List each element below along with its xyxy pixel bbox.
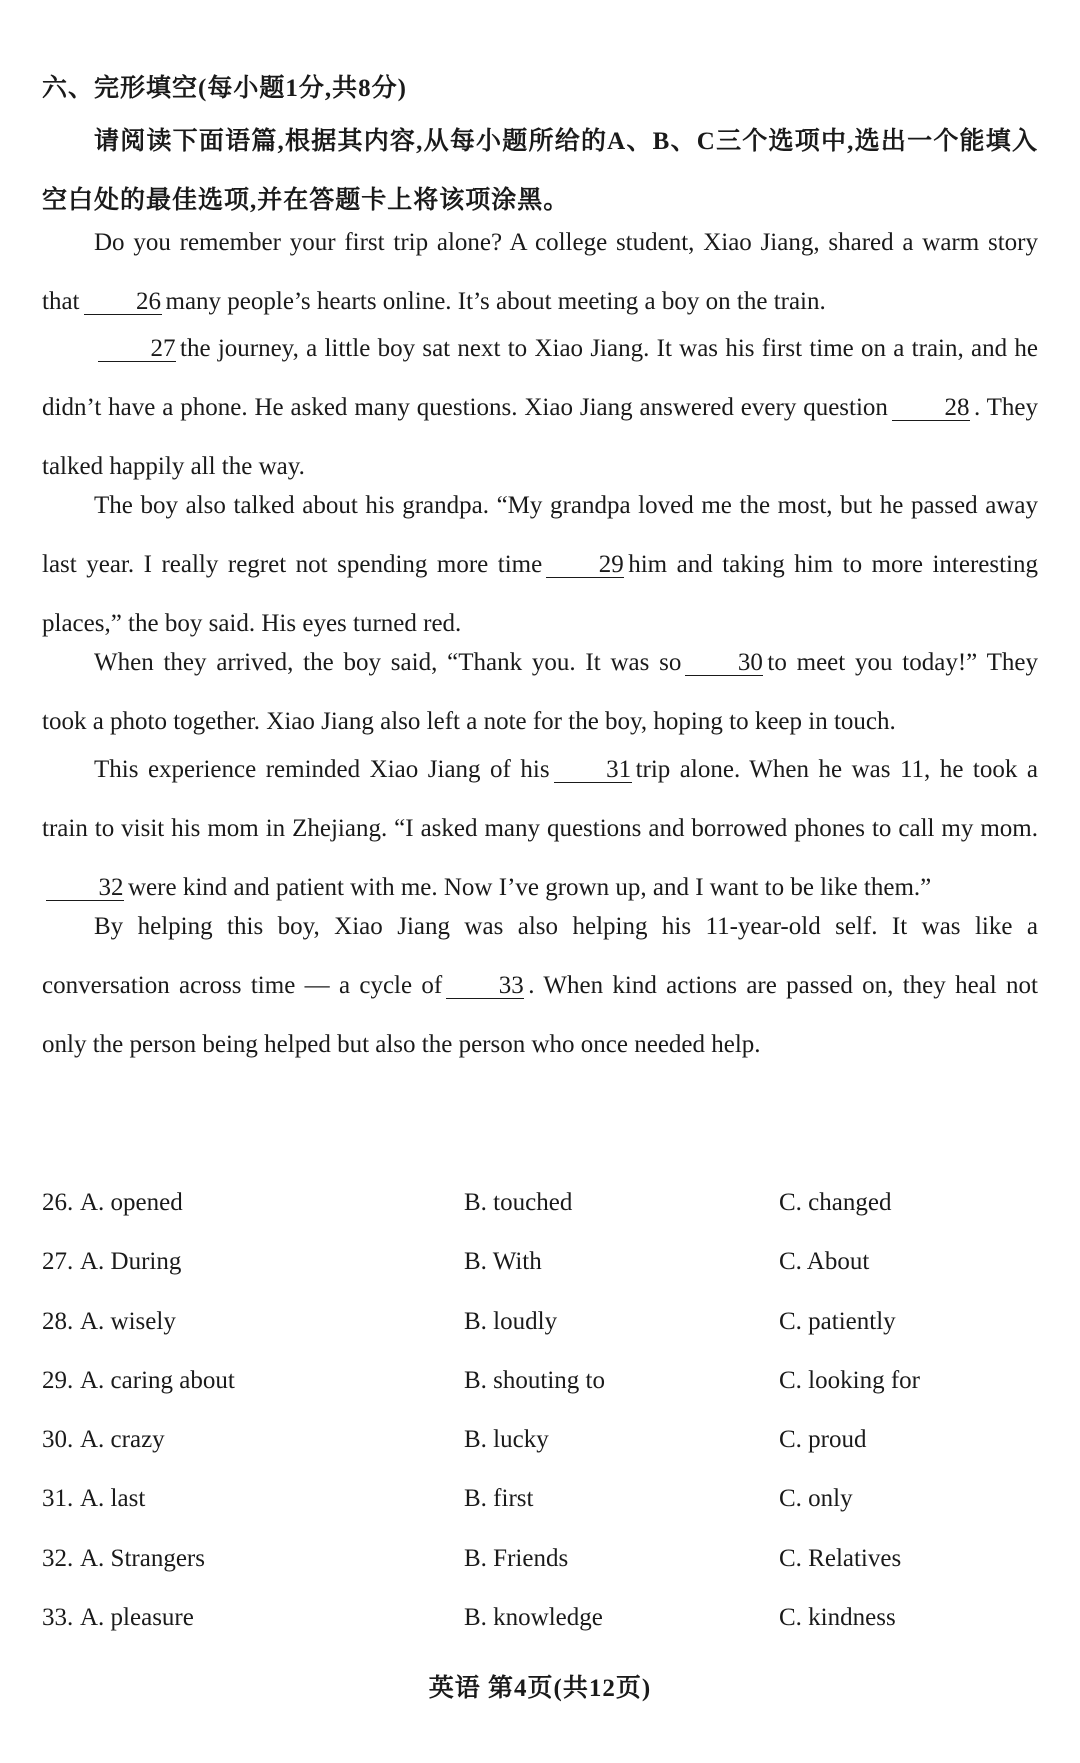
blank-31: 31 — [554, 758, 632, 783]
option-c: C. only — [779, 1485, 853, 1513]
text: trip alone. When he was 11, he took a train to visit his mom in Zhejiang. “I asked many questions and borrowed phones to call my mom. — [42, 756, 1038, 842]
option-a: A. caring about — [80, 1366, 235, 1394]
option-b: B. shouting to — [464, 1366, 605, 1394]
option-a: A. pleasure — [80, 1604, 194, 1632]
section-title: 六、完形填空(每小题1分,共8分) — [42, 75, 407, 102]
blank-28: 28 — [892, 396, 970, 421]
option-a: A. wisely — [80, 1307, 176, 1335]
option-b: B. touched — [464, 1189, 573, 1216]
instructions: 请阅读下面语篇,根据其内容,从每小题所给的A、B、C三个选项中,选出一个能填入空白处的最佳选项,并在答题卡上将该项涂黑。 — [42, 128, 1038, 214]
option-a: A. During — [80, 1248, 182, 1276]
passage-paragraph-6 — [42, 897, 1038, 1074]
option-a: A. opened — [80, 1189, 183, 1216]
option-b: B. knowledge — [464, 1604, 603, 1632]
option-c: C. kindness — [779, 1604, 896, 1632]
text: . When kind actions are passed on, they heal not only the person being helped but also the person who once needed help. — [42, 972, 1038, 1058]
question-row — [42, 1188, 1042, 1247]
option-c: C. About — [779, 1248, 870, 1276]
question-row — [42, 1307, 1042, 1366]
option-c: C. changed — [779, 1189, 892, 1216]
option-c: C. looking for — [779, 1366, 920, 1394]
answer-options — [42, 1188, 1042, 1662]
option-c: C. proud — [779, 1426, 867, 1454]
blank-26: 26 — [84, 290, 162, 315]
passage-paragraph-3 — [42, 476, 1038, 653]
passage-paragraph-2 — [42, 319, 1038, 496]
option-a: A. crazy — [80, 1426, 165, 1454]
text: many people’s hearts online. It’s about meeting a boy on the train. — [165, 288, 826, 315]
question-number: 28. — [42, 1307, 74, 1335]
text: were kind and patient with me. Now I’ve grown up, and I want to be like them.” — [128, 874, 932, 901]
option-b: B. first — [464, 1485, 534, 1513]
text: The boy also talked about his grandpa. “My grandpa loved me the most, but he passed away last year. I really regret not spending more time — [42, 492, 1038, 578]
question-row — [42, 1425, 1042, 1484]
question-number: 26. — [42, 1189, 74, 1216]
option-a: A. last — [80, 1485, 146, 1513]
question-row — [42, 1544, 1042, 1603]
question-number: 29. — [42, 1366, 74, 1394]
option-c: C. patiently — [779, 1307, 896, 1335]
option-b: B. loudly — [464, 1307, 558, 1335]
passage-paragraph-1 — [42, 213, 1038, 331]
blank-29: 29 — [546, 553, 624, 578]
text: This experience reminded Xiao Jiang of his — [94, 756, 550, 783]
option-c: C. Relatives — [779, 1544, 902, 1572]
text: to meet you today!” They took a photo together. Xiao Jiang also left a note for the boy, hoping to keep in touch. — [42, 649, 1038, 735]
text: him and taking him to more interesting places,” the boy said. His eyes turned red. — [42, 551, 1038, 637]
blank-30: 30 — [685, 651, 763, 676]
question-row — [42, 1366, 1042, 1425]
blank-27: 27 — [98, 337, 176, 362]
blank-32: 32 — [46, 876, 124, 901]
option-a: A. Strangers — [80, 1544, 205, 1572]
blank-33: 33 — [446, 974, 524, 999]
option-b: B. With — [464, 1248, 542, 1276]
text: When they arrived, the boy said, “Thank you. It was so — [94, 649, 682, 676]
passage-paragraph-5 — [42, 740, 1038, 917]
passage-paragraph-4 — [42, 633, 1038, 751]
question-row — [42, 1484, 1042, 1543]
question-row — [42, 1247, 1042, 1306]
text: Do you remember your first trip alone? A college student, Xiao Jiang, shared a warm story that — [42, 229, 1038, 315]
option-b: B. lucky — [464, 1426, 549, 1454]
text: the journey, a little boy sat next to Xiao Jiang. It was his first time on a train, and he didn’t have a phone. He asked many questions. Xiao Jiang answered every question — [42, 335, 1038, 421]
question-number: 32. — [42, 1544, 74, 1572]
question-number: 30. — [42, 1426, 74, 1454]
text: . They talked happily all the way. — [42, 394, 1038, 480]
text: By helping this boy, Xiao Jiang was also helping his 11-year-old self. It was like a conversation across time — a cycle of — [42, 913, 1038, 999]
page-footer: 英语 第4页(共12页) — [428, 1675, 652, 1702]
question-row — [42, 1603, 1042, 1662]
question-number: 31. — [42, 1485, 74, 1513]
question-number: 27. — [42, 1248, 74, 1276]
question-number: 33. — [42, 1604, 74, 1632]
option-b: B. Friends — [464, 1544, 569, 1572]
